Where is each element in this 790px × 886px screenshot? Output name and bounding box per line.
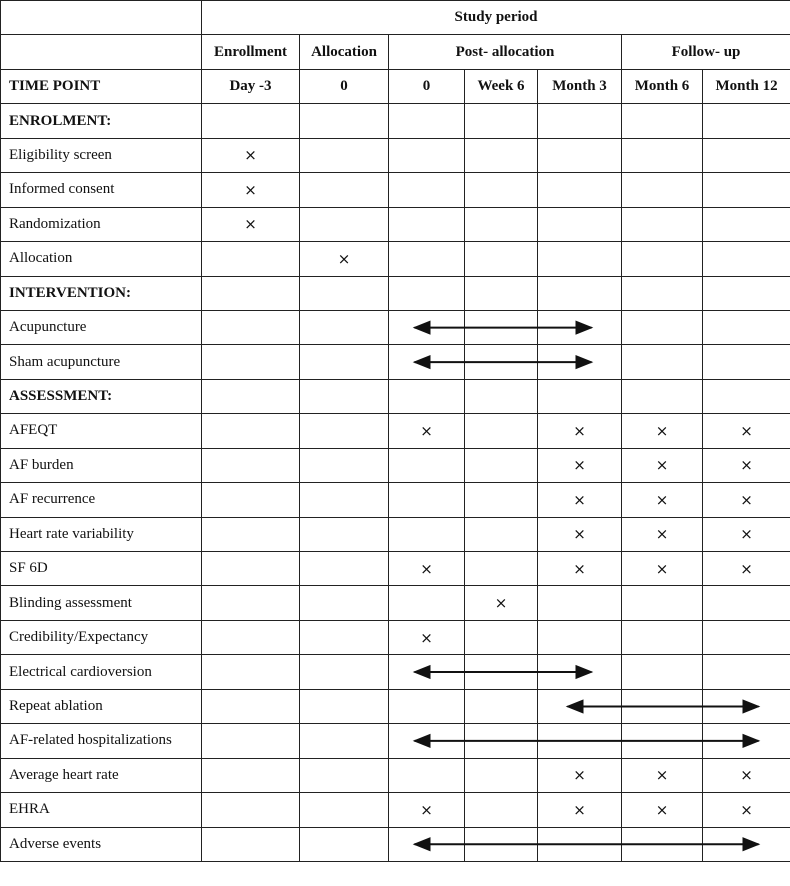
row-label: AF recurrence (1, 483, 202, 517)
empty-cell (703, 276, 790, 310)
empty-cell (703, 689, 790, 723)
empty-cell (300, 448, 389, 482)
x-mark: × (389, 793, 465, 827)
follow-up-header: Follow- up (622, 35, 790, 69)
empty-cell (202, 104, 300, 138)
empty-cell (202, 758, 300, 792)
empty-cell (703, 345, 790, 379)
time-point-cell: Month 12 (703, 69, 790, 103)
empty-cell (622, 276, 703, 310)
enrollment-header: Enrollment (202, 35, 300, 69)
empty-cell (703, 827, 790, 861)
schedule-row (1, 310, 790, 344)
schedule-row (1, 827, 790, 861)
empty-cell (389, 207, 465, 241)
empty-cell (465, 104, 538, 138)
empty-cell (389, 242, 465, 276)
empty-cell (465, 310, 538, 344)
time-point-label: TIME POINT (1, 69, 202, 103)
empty-cell (300, 310, 389, 344)
empty-cell (202, 689, 300, 723)
x-mark: × (538, 483, 622, 517)
x-mark: × (703, 793, 790, 827)
empty-cell (202, 827, 300, 861)
empty-cell (465, 276, 538, 310)
empty-cell (202, 310, 300, 344)
x-mark: × (703, 414, 790, 448)
empty-cell (389, 138, 465, 172)
empty-cell (300, 345, 389, 379)
empty-cell (300, 414, 389, 448)
row-label: Acupuncture (1, 310, 202, 344)
blank-cell (1, 35, 202, 69)
x-mark: × (538, 793, 622, 827)
empty-cell (538, 379, 622, 413)
row-label: Adverse events (1, 827, 202, 861)
row-label: Eligibility screen (1, 138, 202, 172)
x-mark: × (538, 448, 622, 482)
empty-cell (465, 379, 538, 413)
empty-cell (300, 827, 389, 861)
x-mark: × (622, 448, 703, 482)
x-mark: × (703, 758, 790, 792)
row-label: AF burden (1, 448, 202, 482)
empty-cell (538, 207, 622, 241)
empty-cell (538, 586, 622, 620)
header-row-time-points (1, 69, 790, 103)
empty-cell (465, 138, 538, 172)
empty-cell (202, 448, 300, 482)
empty-cell (202, 724, 300, 758)
schedule-row (1, 207, 790, 241)
empty-cell (465, 827, 538, 861)
row-label: AF-related hospitalizations (1, 724, 202, 758)
empty-cell (300, 620, 389, 654)
empty-cell (389, 310, 465, 344)
empty-cell (465, 483, 538, 517)
header-row-phases (1, 35, 790, 69)
empty-cell (202, 483, 300, 517)
corner-cell (1, 1, 202, 35)
schedule-row (1, 345, 790, 379)
empty-cell (465, 655, 538, 689)
empty-cell (389, 724, 465, 758)
x-mark: × (538, 414, 622, 448)
empty-cell (622, 207, 703, 241)
time-point-cell: Week 6 (465, 69, 538, 103)
empty-cell (538, 724, 622, 758)
schedule-row (1, 620, 790, 654)
row-label: Repeat ablation (1, 689, 202, 723)
row-label: EHRA (1, 793, 202, 827)
schedule-row (1, 758, 790, 792)
schedule-row (1, 242, 790, 276)
row-label: Electrical cardioversion (1, 655, 202, 689)
row-label: Heart rate variability (1, 517, 202, 551)
row-label: SF 6D (1, 552, 202, 586)
empty-cell (389, 689, 465, 723)
time-point-cell: Month 6 (622, 69, 703, 103)
row-label: Randomization (1, 207, 202, 241)
schedule-row (1, 655, 790, 689)
x-mark: × (622, 758, 703, 792)
empty-cell (202, 620, 300, 654)
row-label: Allocation (1, 242, 202, 276)
empty-cell (703, 104, 790, 138)
empty-cell (465, 173, 538, 207)
empty-cell (622, 138, 703, 172)
section-heading: ASSESSMENT: (1, 379, 202, 413)
empty-cell (703, 655, 790, 689)
empty-cell (202, 345, 300, 379)
empty-cell (202, 655, 300, 689)
empty-cell (622, 345, 703, 379)
x-mark: × (202, 207, 300, 241)
empty-cell (465, 724, 538, 758)
empty-cell (465, 517, 538, 551)
x-mark: × (538, 552, 622, 586)
schedule-row (1, 414, 790, 448)
x-mark: × (703, 483, 790, 517)
section-row (1, 379, 790, 413)
empty-cell (703, 724, 790, 758)
empty-cell (622, 620, 703, 654)
empty-cell (465, 758, 538, 792)
empty-cell (538, 276, 622, 310)
empty-cell (703, 138, 790, 172)
empty-cell (389, 448, 465, 482)
x-mark: × (622, 793, 703, 827)
empty-cell (538, 827, 622, 861)
row-label: Average heart rate (1, 758, 202, 792)
time-point-cell: 0 (300, 69, 389, 103)
empty-cell (622, 724, 703, 758)
empty-cell (538, 345, 622, 379)
row-label: AFEQT (1, 414, 202, 448)
empty-cell (300, 517, 389, 551)
empty-cell (300, 276, 389, 310)
x-mark: × (538, 758, 622, 792)
empty-cell (465, 620, 538, 654)
empty-cell (300, 483, 389, 517)
row-label: Blinding assessment (1, 586, 202, 620)
empty-cell (703, 207, 790, 241)
empty-cell (703, 620, 790, 654)
empty-cell (202, 517, 300, 551)
empty-cell (202, 586, 300, 620)
allocation-header: Allocation (300, 35, 389, 69)
empty-cell (389, 655, 465, 689)
empty-cell (389, 483, 465, 517)
empty-cell (703, 586, 790, 620)
empty-cell (622, 104, 703, 138)
empty-cell (622, 173, 703, 207)
empty-cell (538, 173, 622, 207)
time-point-cell: 0 (389, 69, 465, 103)
empty-cell (202, 793, 300, 827)
empty-cell (202, 242, 300, 276)
empty-cell (202, 276, 300, 310)
empty-cell (703, 242, 790, 276)
empty-cell (300, 207, 389, 241)
empty-cell (202, 379, 300, 413)
x-mark: × (538, 517, 622, 551)
empty-cell (300, 586, 389, 620)
empty-cell (300, 379, 389, 413)
empty-cell (389, 517, 465, 551)
schedule-row (1, 138, 790, 172)
x-mark: × (622, 414, 703, 448)
empty-cell (465, 689, 538, 723)
x-mark: × (300, 242, 389, 276)
empty-cell (389, 104, 465, 138)
empty-cell (300, 689, 389, 723)
empty-cell (465, 448, 538, 482)
empty-cell (622, 242, 703, 276)
empty-cell (622, 379, 703, 413)
empty-cell (389, 345, 465, 379)
post-allocation-header: Post- allocation (389, 35, 622, 69)
x-mark: × (622, 483, 703, 517)
empty-cell (538, 138, 622, 172)
empty-cell (300, 138, 389, 172)
section-heading: ENROLMENT: (1, 104, 202, 138)
section-row (1, 276, 790, 310)
empty-cell (389, 827, 465, 861)
x-mark: × (622, 517, 703, 551)
empty-cell (538, 620, 622, 654)
schedule-row (1, 173, 790, 207)
empty-cell (300, 655, 389, 689)
x-mark: × (389, 414, 465, 448)
section-heading: INTERVENTION: (1, 276, 202, 310)
empty-cell (622, 310, 703, 344)
empty-cell (538, 689, 622, 723)
schedule-row (1, 552, 790, 586)
empty-cell (389, 276, 465, 310)
x-mark: × (389, 552, 465, 586)
empty-cell (202, 414, 300, 448)
empty-cell (703, 173, 790, 207)
empty-cell (538, 310, 622, 344)
empty-cell (300, 758, 389, 792)
row-label: Credibility/Expectancy (1, 620, 202, 654)
empty-cell (703, 310, 790, 344)
empty-cell (300, 724, 389, 758)
schedule-row (1, 517, 790, 551)
time-point-cell: Day -3 (202, 69, 300, 103)
empty-cell (465, 242, 538, 276)
empty-cell (465, 207, 538, 241)
x-mark: × (202, 173, 300, 207)
empty-cell (622, 655, 703, 689)
empty-cell (389, 173, 465, 207)
empty-cell (300, 552, 389, 586)
empty-cell (538, 104, 622, 138)
schedule-row (1, 724, 790, 758)
schedule-row (1, 448, 790, 482)
empty-cell (389, 379, 465, 413)
x-mark: × (202, 138, 300, 172)
x-mark: × (389, 620, 465, 654)
schedule-row (1, 793, 790, 827)
x-mark: × (622, 552, 703, 586)
x-mark: × (703, 448, 790, 482)
header-row-study-period (1, 1, 790, 35)
empty-cell (300, 104, 389, 138)
x-mark: × (703, 517, 790, 551)
study-period-header: Study period (202, 1, 790, 35)
empty-cell (622, 827, 703, 861)
empty-cell (389, 586, 465, 620)
empty-cell (538, 655, 622, 689)
schedule-row (1, 689, 790, 723)
empty-cell (622, 586, 703, 620)
empty-cell (300, 793, 389, 827)
section-row (1, 104, 790, 138)
empty-cell (538, 242, 622, 276)
schedule-row (1, 483, 790, 517)
row-label: Informed consent (1, 173, 202, 207)
empty-cell (622, 689, 703, 723)
time-point-cell: Month 3 (538, 69, 622, 103)
empty-cell (703, 379, 790, 413)
empty-cell (465, 552, 538, 586)
schedule-row (1, 586, 790, 620)
empty-cell (465, 345, 538, 379)
empty-cell (202, 552, 300, 586)
empty-cell (465, 414, 538, 448)
empty-cell (300, 173, 389, 207)
row-label: Sham acupuncture (1, 345, 202, 379)
empty-cell (465, 793, 538, 827)
empty-cell (389, 758, 465, 792)
x-mark: × (465, 586, 538, 620)
x-mark: × (703, 552, 790, 586)
